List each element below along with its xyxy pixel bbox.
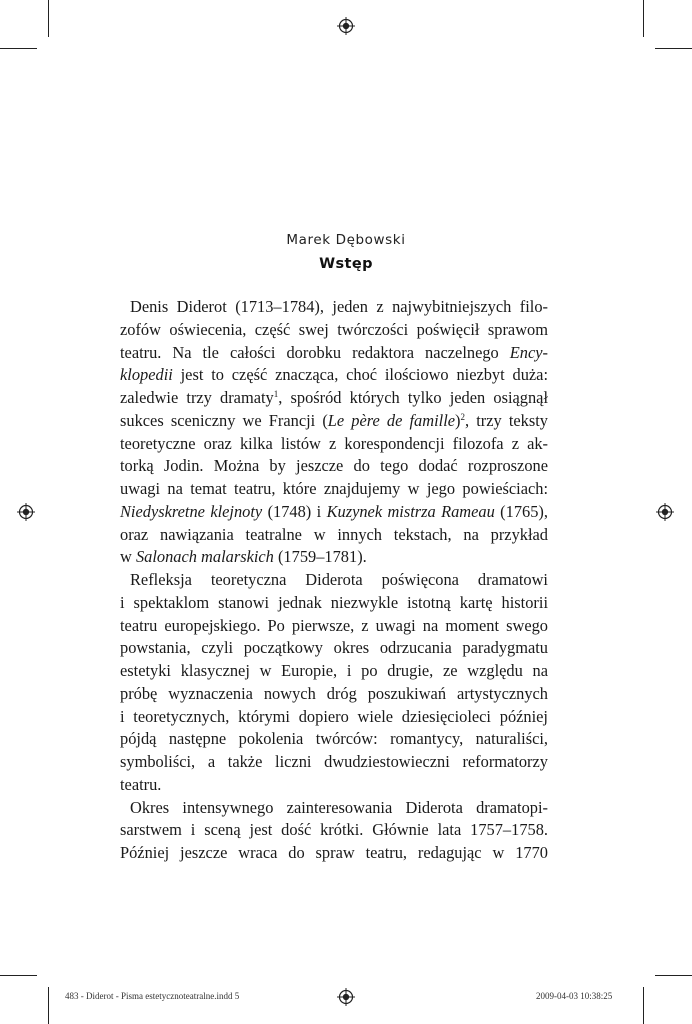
registration-crosshair-icon [337,988,355,1006]
italic-title: Ency- [509,342,548,362]
registration-crosshair-icon [656,503,674,521]
chapter-title: Wstęp [319,256,373,272]
footer-timestamp: 2009-04-03 10:38:25 [536,991,613,1001]
text-line: Okres intensywnego zainteresowania Diderota dramatopi- [130,797,548,817]
text-line: powstania, czyli początkowy okres odrzucania paradygmatu [120,638,548,658]
text-line: pójdą następne pokolenia twórców: romantycy, naturaliści, [120,729,548,749]
text-line [120,342,548,365]
text-span: (1759–1781). [273,547,367,567]
text-line: uwagi na temat teatru, które znajdujemy w jego powieściach: [120,479,548,498]
registration-crosshair-icon [337,17,355,35]
registration-crosshair-icon [17,503,35,521]
text-line [120,364,548,387]
footnote-ref-2[interactable]: 2 [460,411,465,422]
text-span: , spośród których tylko jeden osiągnął [278,388,549,407]
text-line: i spektaklom stanowi jednak niezwykle istotną kartę historii [120,592,548,612]
crop-mark-bottom-right-horizontal [655,975,692,976]
text-line: sarstwem i sceną jest dość krótki. Głównie lata 1757–1758. [120,820,548,840]
text-line: Później jeszcze wraca do spraw teatru, redagując w 1770 [120,843,548,862]
text-line: i teoretycznych, którymi dopiero wiele dziesięcioleci później [120,706,548,726]
crop-mark-top-left-horizontal [0,48,37,49]
text-span: teatru. Na tle całości dorobku redaktora naczelnego [120,342,510,362]
text-line: próbę wyznaczenia nowych dróg poszukiwań artystycznych [120,683,548,703]
crop-mark-top-left-vertical [48,0,49,37]
text-line: estetyki klasycznej w Europie, i po drugie, ze względu na [120,661,548,680]
footer-filename: 483 - Diderot - Pisma estetycznoteatralne.indd 5 [65,991,240,1001]
body-text [120,296,548,865]
italic-title: klopedii [120,365,173,385]
footnote-ref-1[interactable]: 1 [273,389,279,399]
author-name: Marek Dębowski [286,232,406,248]
text-line: symboliści, a także liczni dwudziestowieczni reformatorzy [120,752,548,771]
text-line [120,546,548,569]
text-line: oraz nawiązania teatralne w innych tekstach, na przykład [120,524,548,544]
text-line: torką Jodin. Można by jeszcze do tego dodać rozproszone [120,456,548,476]
crop-mark-bottom-left-horizontal [0,975,37,976]
crop-mark-bottom-right-vertical [643,987,644,1024]
text-span: ) [455,410,461,430]
text-line [120,501,548,524]
text-line [120,387,548,410]
text-span: , trzy teksty [465,410,548,430]
text-line: Refleksja teoretyczna Diderota poświęcona dramatowi [130,570,548,589]
text-line: teatru europejskiego. Po pierwsze, z uwagi na moment swego [120,615,548,635]
crop-mark-top-right-horizontal [655,48,692,49]
italic-title: Niedyskretne klejnoty [120,501,263,521]
text-line: teatru. [120,774,162,794]
text-line [120,410,548,433]
text-span: sukces sceniczny we Francji ( [120,410,328,430]
italic-title: Kuzynek mistrza Rameau [326,501,495,521]
text-span: (1765), [494,501,548,521]
crop-mark-bottom-left-vertical [48,987,49,1024]
text-span: (1748) i [262,501,327,521]
text-line: zofów oświecenia, część swej twórczości poświęcił sprawom [120,319,548,339]
text-line: Denis Diderot (1713–1784), jeden z najwybitniejszych filo- [130,297,548,316]
text-span: zaledwie trzy dramaty [120,388,274,407]
text-span: w [120,547,136,567]
text-line: teoretyczne oraz kilka listów z korespondencji filozofa z ak- [120,433,548,453]
italic-title: Le père de famille [327,410,456,430]
italic-title: Salonach malarskich [135,547,274,567]
text-span: jest to część znacząca, choć ilościowo niezbyt duża: [172,365,548,385]
crop-mark-top-right-vertical [643,0,644,37]
